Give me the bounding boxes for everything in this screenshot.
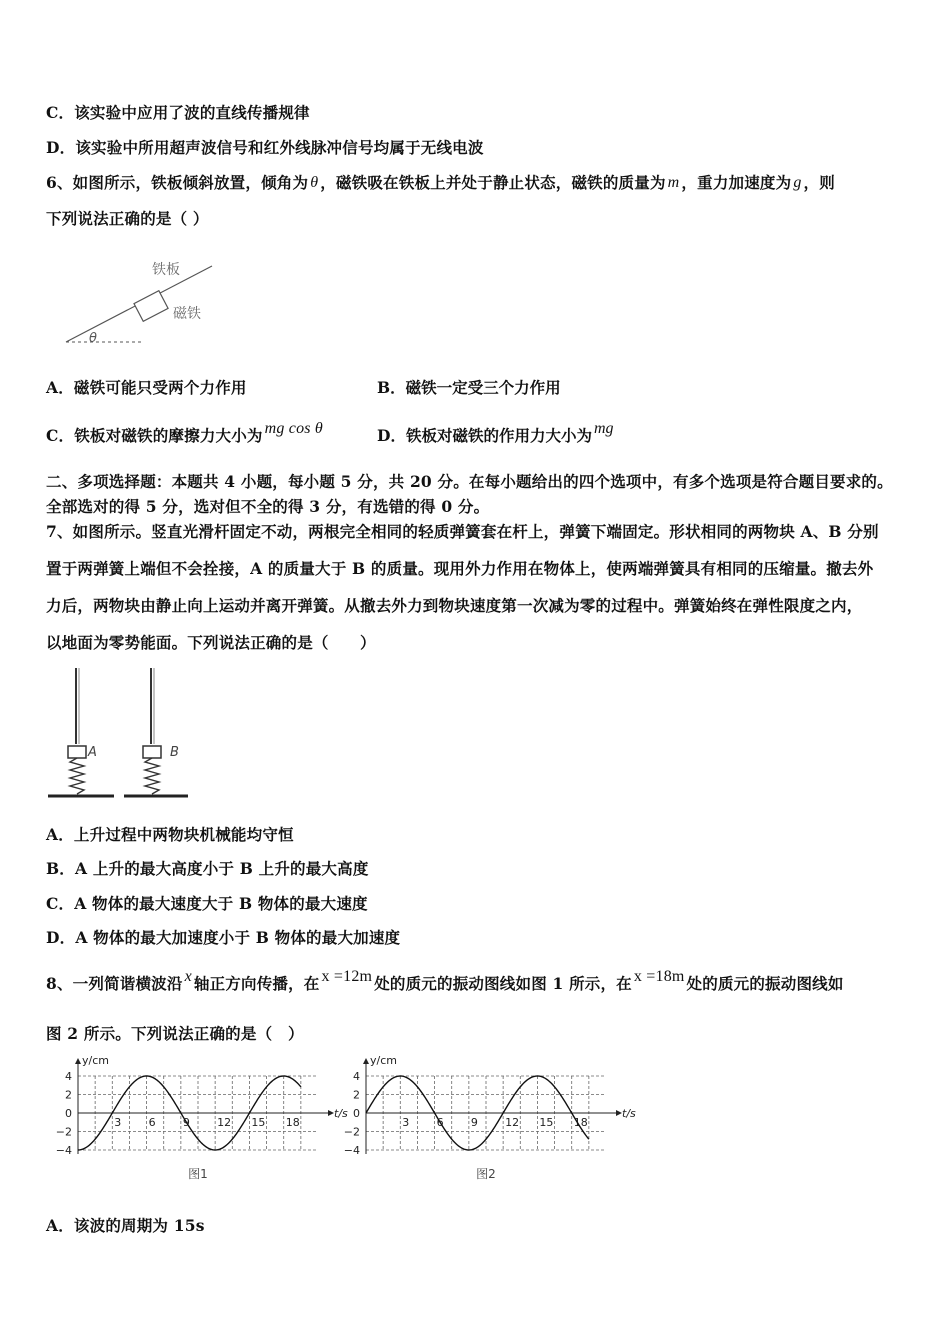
q8-stem-line1 (46, 968, 844, 994)
q8-position-2: x =18m (633, 968, 685, 985)
magnet-label: 磁铁 (173, 306, 201, 322)
q7-stem-line1: 7、如图所示。竖直光滑杆固定不动，两根完全相同的轻质弹簧套在杆上，弹簧下端固定。形状相同的两物块 A、B 分别 (46, 522, 879, 541)
q6-g: g (793, 174, 802, 191)
q8-x-var: x (184, 968, 192, 985)
q6-option-b: B．磁铁一定受三个力作用 (377, 378, 561, 397)
option-d-prev: D．该实验中所用超声波信号和红外线脉冲信号均属于无线电波 (46, 138, 484, 157)
q7-figure (46, 662, 196, 804)
y-tick-label: −4 (343, 1144, 360, 1157)
y-axis-arrow (75, 1058, 81, 1064)
x-axis-label: t/s (334, 1107, 348, 1120)
y-tick-label: 0 (65, 1107, 72, 1120)
x-axis-label: t/s (622, 1107, 636, 1120)
q8-text-b: 轴正方向传播，在 (193, 974, 320, 993)
iron-plate-label: 铁板 (152, 262, 180, 278)
q8-text-d: 处的质元的振动图线如 (686, 974, 844, 993)
q8-position-1: x =12m (321, 968, 373, 985)
q6-option-d-formula: mg (593, 420, 614, 437)
q6-option-c-text: C．铁板对磁铁的摩擦力大小为 (46, 426, 263, 445)
x-tick-label: 6 (436, 1116, 444, 1129)
x-tick-label: 12 (217, 1116, 232, 1129)
q7-stem-line2: 置于两弹簧上端但不会拴接，A 的质量大于 B 的质量。现用外力作用在物体上，使两端弹簧具有相同的压缩量。撤去外 (46, 559, 874, 578)
q8-stem-line2: 图 2 所示。下列说法正确的是（ ） (46, 1024, 304, 1043)
chart-title: 图2 (476, 1167, 496, 1181)
y-tick-label: 4 (65, 1070, 72, 1083)
rod-a (48, 668, 114, 796)
y-axis-label: y/cm (370, 1054, 397, 1067)
vibration-chart-1 (48, 1050, 348, 1185)
q6-m: m (667, 174, 680, 191)
q6-option-c-formula: mg cos θ (264, 420, 323, 437)
y-axis-arrow (363, 1058, 369, 1064)
vibration-chart-2 (336, 1050, 636, 1185)
q6-text-d: ，则 (803, 173, 835, 192)
q6-text-c: ，重力加速度为 (681, 173, 792, 192)
section2-line2: 全部选对的得 5 分，选对但不全的得 3 分，有选错的得 0 分。 (46, 497, 490, 516)
q6-option-a: A．磁铁可能只受两个力作用 (46, 378, 247, 397)
q7-option-a: A．上升过程中两物块机械能均守恒 (46, 825, 294, 844)
q6-option-d (377, 420, 616, 446)
q6-option-c (46, 420, 325, 446)
y-tick-label: 2 (353, 1088, 360, 1102)
q8-text-c: 处的质元的振动图线如图 1 所示，在 (374, 974, 632, 993)
y-tick-label: −4 (55, 1144, 72, 1157)
x-tick-label: 15 (539, 1116, 554, 1129)
q7-option-d: D．A 物体的最大加速度小于 B 物体的最大加速度 (46, 928, 401, 947)
y-axis-label: y/cm (82, 1054, 109, 1067)
x-tick-label: 12 (505, 1116, 520, 1129)
q6-text-a: 6、如图所示，铁板倾斜放置，倾角为 (46, 173, 309, 192)
q8-option-a: A．该波的周期为 15s (46, 1216, 205, 1235)
option-c-prev: C．该实验中应用了波的直线传播规律 (46, 103, 310, 122)
y-tick-label: 4 (353, 1070, 360, 1083)
q6-stem-line1 (46, 171, 835, 193)
q7-option-c: C．A 物体的最大速度大于 B 物体的最大速度 (46, 894, 368, 913)
y-tick-label: −2 (55, 1125, 72, 1139)
q7-stem-line4: 以地面为零势能面。下列说法正确的是（ ） (46, 633, 376, 652)
x-tick-label: 9 (182, 1116, 190, 1129)
x-tick-label: 18 (573, 1116, 588, 1129)
q6-stem-line2: 下列说法正确的是（ ） (46, 209, 209, 228)
q7-stem-line3: 力后，两物块由静止向上运动并离开弹簧。从撤去外力到物块速度第一次减为零的过程中。弹簧始终在弹性限度之内， (46, 596, 863, 615)
y-tick-label: 2 (65, 1088, 72, 1102)
block-a-label: A (88, 745, 97, 760)
chart-title: 图1 (188, 1167, 208, 1181)
x-tick-label: 3 (402, 1116, 410, 1129)
x-tick-label: 18 (285, 1116, 300, 1129)
magnet-block (134, 291, 168, 322)
q8-text-a: 8、一列简谐横波沿 (46, 974, 183, 993)
angle-theta-label: θ (89, 331, 97, 346)
x-tick-label: 9 (470, 1116, 478, 1129)
x-tick-label: 3 (114, 1116, 122, 1129)
rod-b (124, 668, 188, 796)
q6-figure (60, 252, 230, 352)
y-tick-label: −2 (343, 1125, 360, 1139)
x-tick-label: 6 (148, 1116, 156, 1129)
x-tick-label: 15 (251, 1116, 266, 1129)
q6-option-d-text: D．铁板对磁铁的作用力大小为 (377, 426, 592, 445)
q6-text-b: ，磁铁吸在铁板上并处于静止状态，磁铁的质量为 (320, 173, 666, 192)
y-tick-label: 0 (353, 1107, 360, 1120)
block-b-label: B (170, 745, 179, 760)
q6-theta: θ (310, 174, 319, 191)
q7-option-b: B．A 上升的最大高度小于 B 上升的最大高度 (46, 859, 369, 878)
section2-line1: 二、多项选择题：本题共 4 小题，每小题 5 分，共 20 分。在每小题给出的四个选项中，有多个选项是符合题目要求的。 (46, 472, 893, 491)
